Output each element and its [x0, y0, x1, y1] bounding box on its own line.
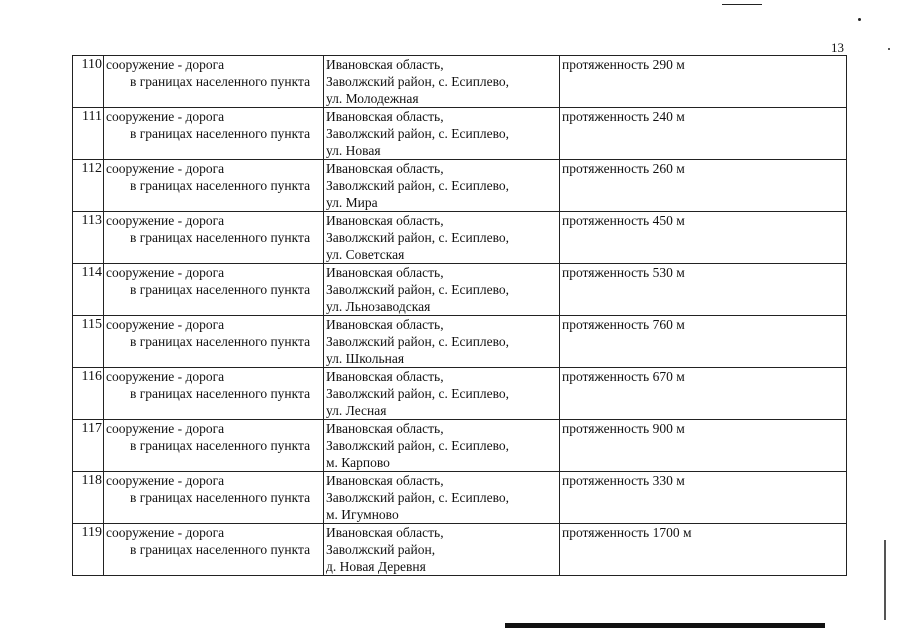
address-line: м. Игумново: [326, 507, 399, 522]
characteristic-cell: протяженность 530 м: [560, 264, 847, 316]
address-cell: [324, 524, 560, 576]
address-line: Ивановская область,: [326, 265, 444, 280]
object-line: сооружение - дорога: [106, 473, 225, 488]
object-line: в границах населенного пункта: [130, 74, 311, 89]
address-cell: [324, 264, 560, 316]
table-row: [73, 524, 847, 576]
object-line: в границах населенного пункта: [130, 282, 311, 297]
object-cell: [104, 524, 324, 576]
row-number: 113: [73, 212, 104, 264]
page-number: 13: [831, 40, 844, 55]
table-body: [73, 56, 847, 576]
row-number: 117: [73, 420, 104, 472]
object-cell: [104, 472, 324, 524]
row-number: 110: [73, 56, 104, 108]
object-line: в границах населенного пункта: [130, 126, 311, 141]
object-line: в границах населенного пункта: [130, 230, 311, 245]
characteristic-cell: протяженность 240 м: [560, 108, 847, 160]
address-line: Заволжский район, с. Есиплево,: [326, 386, 510, 401]
object-line: сооружение - дорога: [106, 265, 225, 280]
address-line: ул. Мира: [326, 195, 378, 210]
address-line: Заволжский район, с. Есиплево,: [326, 126, 510, 141]
object-line: сооружение - дорога: [106, 369, 225, 384]
table-row: [73, 160, 847, 212]
object-line: сооружение - дорога: [106, 109, 225, 124]
address-line: ул. Лесная: [326, 403, 387, 418]
address-line: ул. Советская: [326, 247, 405, 262]
object-cell: [104, 316, 324, 368]
address-line: Ивановская область,: [326, 473, 444, 488]
address-line: ул. Новая: [326, 143, 381, 158]
characteristic-cell: протяженность 260 м: [560, 160, 847, 212]
object-cell: [104, 56, 324, 108]
address-cell: [324, 316, 560, 368]
object-cell: [104, 420, 324, 472]
address-cell: [324, 108, 560, 160]
address-line: ул. Молодежная: [326, 91, 419, 106]
scan-artifact-dot: [888, 48, 890, 50]
characteristic-cell: протяженность 900 м: [560, 420, 847, 472]
object-line: сооружение - дорога: [106, 213, 225, 228]
characteristic-cell: протяженность 330 м: [560, 472, 847, 524]
address-line: д. Новая Деревня: [326, 559, 426, 574]
object-line: сооружение - дорога: [106, 525, 225, 540]
object-line: в границах населенного пункта: [130, 178, 311, 193]
address-line: Заволжский район, с. Есиплево,: [326, 438, 510, 453]
row-number: 118: [73, 472, 104, 524]
object-cell: [104, 108, 324, 160]
address-line: Ивановская область,: [326, 369, 444, 384]
address-line: Заволжский район, с. Есиплево,: [326, 178, 510, 193]
object-line: сооружение - дорога: [106, 57, 225, 72]
address-cell: [324, 472, 560, 524]
property-registry-table: [72, 55, 847, 576]
characteristic-cell: протяженность 450 м: [560, 212, 847, 264]
row-number: 111: [73, 108, 104, 160]
scan-artifact-dot: [858, 18, 861, 21]
address-line: Ивановская область,: [326, 161, 444, 176]
table-row: [73, 420, 847, 472]
row-number: 114: [73, 264, 104, 316]
table-row: [73, 108, 847, 160]
object-line: сооружение - дорога: [106, 317, 225, 332]
table-row: [73, 56, 847, 108]
address-cell: [324, 160, 560, 212]
object-line: в границах населенного пункта: [130, 490, 311, 505]
object-line: в границах населенного пункта: [130, 386, 311, 401]
table-row: [73, 264, 847, 316]
object-line: сооружение - дорога: [106, 161, 225, 176]
address-line: Заволжский район, с. Есиплево,: [326, 230, 510, 245]
object-line: в границах населенного пункта: [130, 334, 311, 349]
object-cell: [104, 212, 324, 264]
scan-artifact-bar: [505, 623, 825, 628]
address-line: Ивановская область,: [326, 525, 444, 540]
table-row: [73, 368, 847, 420]
address-line: Заволжский район, с. Есиплево,: [326, 74, 510, 89]
address-line: ул. Льнозаводская: [326, 299, 431, 314]
address-cell: [324, 420, 560, 472]
address-cell: [324, 56, 560, 108]
object-line: в границах населенного пункта: [130, 438, 311, 453]
characteristic-cell: протяженность 760 м: [560, 316, 847, 368]
object-cell: [104, 368, 324, 420]
row-number: 115: [73, 316, 104, 368]
address-line: ул. Школьная: [326, 351, 405, 366]
address-line: Ивановская область,: [326, 213, 444, 228]
object-cell: [104, 160, 324, 212]
address-line: Ивановская область,: [326, 317, 444, 332]
scan-artifact-edge: [884, 540, 886, 620]
object-cell: [104, 264, 324, 316]
table-row: [73, 212, 847, 264]
address-line: Ивановская область,: [326, 109, 444, 124]
address-line: Ивановская область,: [326, 421, 444, 436]
row-number: 116: [73, 368, 104, 420]
address-line: Заволжский район, с. Есиплево,: [326, 282, 510, 297]
address-line: Заволжский район, с. Есиплево,: [326, 490, 510, 505]
characteristic-cell: протяженность 670 м: [560, 368, 847, 420]
table-row: [73, 316, 847, 368]
characteristic-cell: протяженность 1700 м: [560, 524, 847, 576]
characteristic-cell: протяженность 290 м: [560, 56, 847, 108]
address-line: Заволжский район, с. Есиплево,: [326, 334, 510, 349]
address-line: Заволжский район,: [326, 542, 436, 557]
row-number: 112: [73, 160, 104, 212]
row-number: 119: [73, 524, 104, 576]
table-row: [73, 472, 847, 524]
address-cell: [324, 212, 560, 264]
address-line: м. Карпово: [326, 455, 390, 470]
object-line: в границах населенного пункта: [130, 542, 311, 557]
address-cell: [324, 368, 560, 420]
address-line: Ивановская область,: [326, 57, 444, 72]
scan-artifact-line: [722, 4, 762, 5]
object-line: сооружение - дорога: [106, 421, 225, 436]
